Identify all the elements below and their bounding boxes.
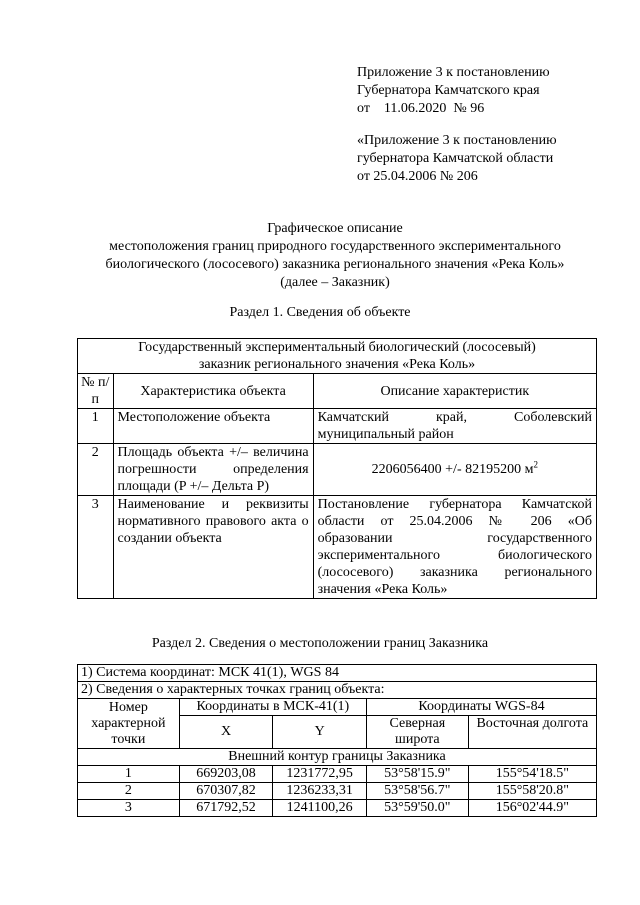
points-info-row [78, 682, 597, 699]
appendix-original-line3: от 25.04.2006 № 206 [357, 169, 478, 184]
point-x: 670307,82 [179, 783, 273, 800]
point-number: 3 [78, 800, 180, 817]
row-description [313, 444, 596, 496]
col-header-wgs: Координаты WGS-84 [366, 699, 596, 716]
coord-system-row [78, 665, 597, 682]
appendix-current-block [357, 64, 617, 118]
col-header-lat: Северная широта [366, 716, 468, 749]
point-lat: 53°58'15.9" [366, 766, 468, 783]
col-header-y: Y [273, 716, 367, 749]
row-characteristic: Наименование и реквизиты нормативного правового акта о создании объекта [113, 496, 313, 599]
point-y: 1241100,26 [273, 800, 367, 817]
point-lat: 53°59'50.0" [366, 800, 468, 817]
table-row [78, 766, 597, 783]
area-unit-exponent: 2 [533, 459, 538, 470]
area-value: 2206056400 +/- 82195200 м [371, 462, 534, 477]
point-x: 671792,52 [179, 800, 273, 817]
section1-heading: Раздел 1. Сведения об объекте [229, 305, 411, 320]
row-characteristic: Площадь объекта +/– величина погрешности определения площади (P +/– Дельта P) [113, 444, 313, 496]
table-caption: Государственный экспериментальный биологический (лососевый) заказник регионального значения «Река Коль» [78, 339, 597, 374]
table-row [78, 444, 597, 496]
row-characteristic: Местоположение объекта [113, 409, 313, 444]
points-header-row [78, 699, 597, 716]
title-line2: местоположения границ природного государственного экспериментального [109, 239, 561, 254]
row-num: 3 [78, 496, 114, 599]
contour-row [78, 749, 597, 766]
title-line4: (далее – Заказник) [280, 275, 390, 290]
col-header-lon: Восточная долгота [468, 716, 596, 749]
col-header-msk: Координаты в МСК-41(1) [179, 699, 366, 716]
point-y: 1236233,31 [273, 783, 367, 800]
point-lon: 155°58'20.8" [468, 783, 596, 800]
appendix-current-line2: Губернатора Камчатского края [357, 83, 540, 98]
col-header-num: № п/п [78, 374, 114, 409]
col-header-characteristic: Характеристика объекта [113, 374, 313, 409]
table-row [78, 783, 597, 800]
appendix-original-block [357, 132, 617, 186]
table-caption-row [78, 339, 597, 374]
point-number: 2 [78, 783, 180, 800]
point-lon: 156°02'44.9" [468, 800, 596, 817]
table-row [78, 800, 597, 817]
appendix-original-line1: «Приложение 3 к постановлению [357, 133, 557, 148]
title-line3: биологического (лососевого) заказника регионального значения «Река Коль» [105, 257, 565, 272]
col-header-x: X [179, 716, 273, 749]
row-num: 1 [78, 409, 114, 444]
appendix-current-line3: от 11.06.2020 № 96 [357, 101, 485, 116]
point-x: 669203,08 [179, 766, 273, 783]
col-header-point: Номер характерной точки [78, 699, 180, 749]
object-info-table [77, 338, 597, 599]
point-lat: 53°58'56.7" [366, 783, 468, 800]
contour-label: Внешний контур границы Заказника [78, 749, 597, 766]
point-lon: 155°54'18.5" [468, 766, 596, 783]
row-description: Камчатский край, Соболевский муниципальный район [313, 409, 596, 444]
coord-system-label: 1) Система координат: МСК 41(1), WGS 84 [78, 665, 597, 682]
row-description: Постановление губернатора Камчатской области от 25.04.2006 № 206 «Об образовании государственного экспериментального биологического (лососевого) заказника регионального значения «Река Коль» [313, 496, 596, 599]
table-header-row [78, 374, 597, 409]
col-header-description: Описание характеристик [313, 374, 596, 409]
point-y: 1231772,95 [273, 766, 367, 783]
appendix-original-line2: губернатора Камчатской области [357, 151, 554, 166]
point-number: 1 [78, 766, 180, 783]
section2-heading: Раздел 2. Сведения о местоположении границ Заказника [151, 636, 489, 651]
appendix-current-line1: Приложение 3 к постановлению [357, 65, 550, 80]
points-info-label: 2) Сведения о характерных точках границ объекта: [78, 682, 597, 699]
table-row [78, 496, 597, 599]
title-line1: Графическое описание [267, 221, 403, 236]
table-row [78, 409, 597, 444]
boundary-points-table [77, 664, 597, 817]
row-num: 2 [78, 444, 114, 496]
document-title [60, 220, 610, 292]
